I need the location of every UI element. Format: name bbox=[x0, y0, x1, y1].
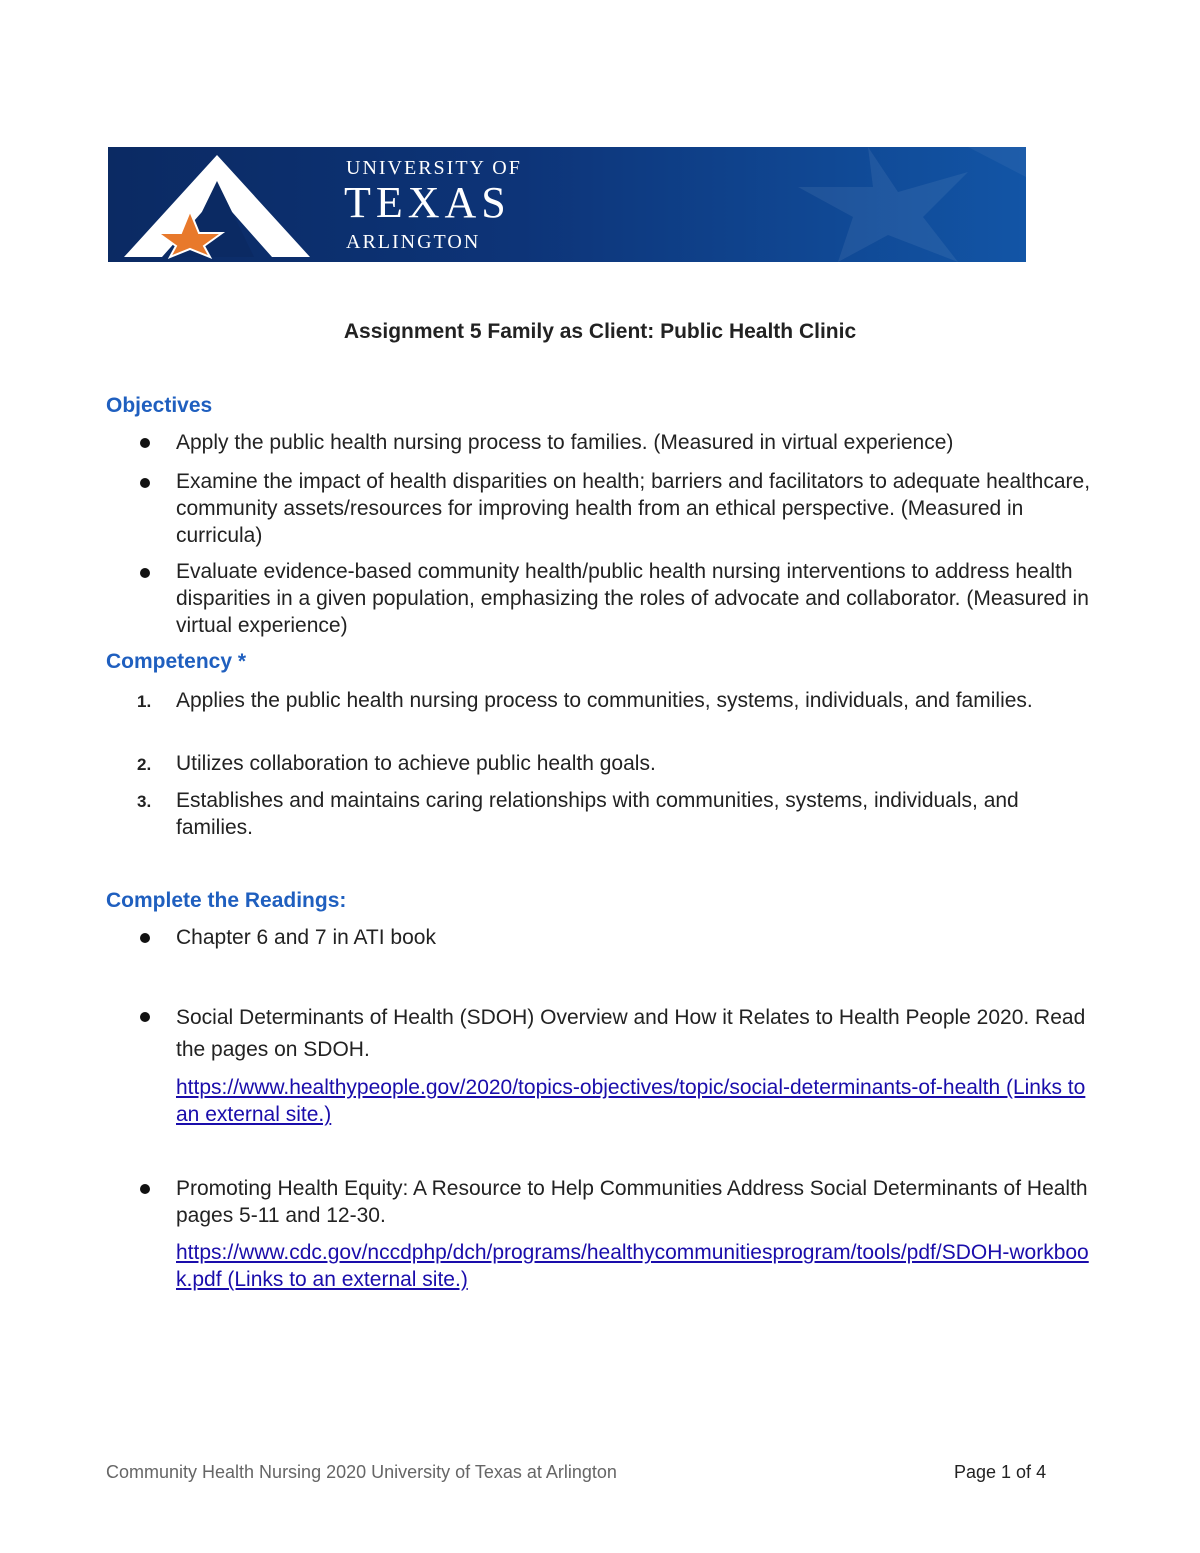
reading-link[interactable] bbox=[176, 1239, 1096, 1293]
footer-text: Community Health Nursing 2020 University of Texas at Arlington bbox=[106, 1462, 617, 1482]
objectives-heading: Objectives bbox=[106, 394, 213, 417]
bullet-icon bbox=[140, 1012, 150, 1022]
page-title: Assignment 5 Family as Client: Public Health Clinic bbox=[343, 320, 857, 343]
competency-item: Applies the public health nursing process to communities, systems, individuals, and families. bbox=[176, 689, 1033, 712]
list-number: 2. bbox=[137, 755, 152, 774]
bullet-icon bbox=[140, 478, 150, 488]
competency-item: Establishes and maintains caring relationships with communities, systems, individuals, and families. bbox=[176, 789, 1019, 839]
bullet-icon bbox=[140, 568, 150, 578]
competency-item: Utilizes collaboration to achieve public health goals. bbox=[176, 752, 656, 775]
university-banner bbox=[108, 147, 1026, 262]
banner-texas: TEXAS bbox=[344, 178, 511, 227]
readings-heading: Complete the Readings: bbox=[106, 889, 347, 912]
cdc-link[interactable]: https://www.cdc.gov/nccdphp/dch/programs/healthycommunitiesprogram/tools/pdf/SDOH-workbook.pdf (Links to an external site.) bbox=[176, 1241, 1089, 1291]
list-number: 3. bbox=[137, 792, 152, 811]
banner-arlington: ARLINGTON bbox=[346, 231, 481, 253]
reading-link[interactable] bbox=[176, 1074, 1096, 1128]
bullet-icon bbox=[140, 1184, 150, 1194]
page-number: Page 1 of 4 bbox=[954, 1462, 1047, 1482]
bullet-icon bbox=[140, 438, 150, 448]
reading-item: Social Determinants of Health (SDOH) Overview and How it Relates to Health People 2020. Read the pages on SDOH. bbox=[176, 1006, 1086, 1061]
banner-university: UNIVERSITY OF bbox=[346, 157, 522, 179]
reading-item: Chapter 6 and 7 in ATI book bbox=[176, 926, 436, 949]
reading-item: Promoting Health Equity: A Resource to Help Communities Address Social Determinants of Health pages 5-11 and 12-30. bbox=[176, 1177, 1088, 1227]
bullet-icon bbox=[140, 933, 150, 943]
objective-item: Apply the public health nursing process to families. (Measured in virtual experience) bbox=[176, 431, 954, 454]
list-number: 1. bbox=[137, 692, 152, 711]
competency-heading: Competency * bbox=[106, 650, 247, 673]
objective-item: Evaluate evidence-based community health/public health nursing interventions to address health disparities in a given population, emphasizing the roles of advocate and collaborator. (Measured in virtual experience) bbox=[176, 560, 1089, 637]
uta-logo-icon bbox=[122, 153, 312, 259]
objective-item: Examine the impact of health disparities on health; barriers and facilitators to adequate healthcare, community assets/resources for improving health from an ethical perspective. (Measured in curricula) bbox=[176, 470, 1091, 547]
sdoh-link[interactable]: https://www.healthypeople.gov/2020/topics-objectives/topic/social-determinants-of-health (Links to an external site.) bbox=[176, 1076, 1086, 1126]
